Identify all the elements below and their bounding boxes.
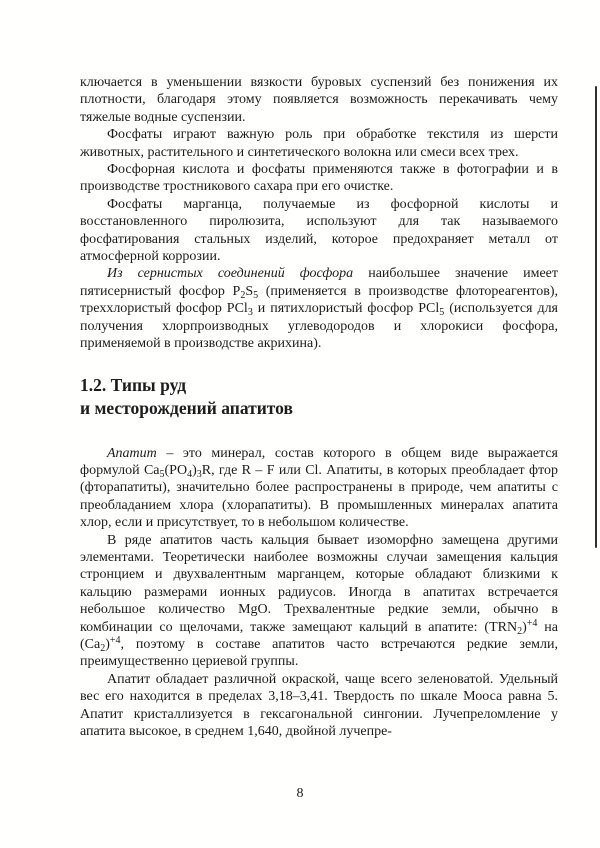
paragraph: [80, 161, 558, 196]
paragraph: [80, 265, 558, 352]
formula-script: 5: [159, 468, 165, 480]
paragraph-group-bottom: [80, 445, 558, 741]
paragraph: [80, 671, 558, 741]
text-run: Фосфаты марганца, получаемые из фосфорной кислоты и восстановленного пиролюзита, используют для так называемого фосфатирования стальных изделий, которое предохраняет металл от атмосферной коррозии.: [80, 196, 558, 265]
text-run: – это минерал, состав которого в общем виде выражается формулой Ca: [80, 445, 558, 478]
formula-script: +4: [109, 634, 121, 646]
formula-script: 2: [517, 625, 523, 637]
text-run: Фосфорная кислота и фосфаты применяются также в фотографии и в производстве тростникового сахара при его очистке.: [80, 162, 558, 195]
formula-script: 5: [253, 289, 259, 301]
text-run: ): [105, 636, 110, 652]
scan-artifact-line: [595, 86, 597, 548]
section-heading: [80, 374, 558, 420]
formula-script: +4: [526, 617, 538, 629]
page-number: 8: [296, 786, 304, 801]
paragraph: [80, 126, 558, 161]
text-run: наибольшее значение имеет пятисернистый фосфор P: [80, 266, 559, 299]
text-run: Апатит: [107, 445, 157, 461]
formula-script: 4: [187, 468, 193, 480]
text-run: Фосфаты играют важную роль при обработке текстиля из шерсти животных, растительного и синтетического волокна или смеси всех трех.: [80, 127, 558, 160]
formula-script: 2: [100, 642, 106, 654]
paragraph: [80, 74, 558, 126]
paragraph: [80, 532, 558, 671]
text-run: (применяется в производстве флотореагентов), треххлористый фосфор PCl: [80, 283, 558, 317]
paragraph-group-top: [80, 74, 558, 353]
text-run: и пятихлористый фосфор PCl: [252, 301, 440, 317]
text-run: (PO: [164, 462, 188, 478]
text-block: [80, 74, 558, 740]
text-run: (используется для получения хлорпроизводных углеводородов и хлорокиси фосфора, применяемой в производстве акрихина).: [80, 301, 558, 352]
formula-script: 5: [439, 307, 445, 319]
text-run: ): [522, 619, 527, 635]
text-run: , поэтому в составе апатитов часто встречаются редкие земли, преимущественно цериевой группы.: [80, 636, 558, 670]
text-run: R, где R – F или Cl. Апатиты, в которых преобладает фтор (фторапатиты), значительно более распространены в природе, чем апатиты с преобладанием хлора (хлорапатиты). В промышленных минералах апатита хлор, если и присутствует, то в небольшом количестве.: [80, 462, 559, 531]
text-run: S: [245, 283, 254, 299]
formula-script: 3: [247, 307, 253, 319]
text-run: В ряде апатитов часть кальция бывает изоморфно замещена другими элементами. Теоретически наиболее возможны случаи замещения кальция стронцием и двухвалентным марганцем, которые обладают близкими к кальцию размерами ионных радиусов. Иногда в апатитах встречается небольшое количество MgO. Трехвалентные редкие земли, обычно в комбинации со щелочами, также замещают кальций в апатите: (TRN: [80, 532, 558, 635]
section-heading-line2: и месторождений апатитов: [80, 397, 293, 418]
text-run: ): [192, 462, 197, 478]
text-run: Апатит обладает различной окраской, чаще всего зеленоватой. Удельный вес его находится в пределах 3,18–3,41. Твердость по шкале Мооса равна 5. Апатит кристаллизуется в гексагональной сингонии. Лучепреломление у апатита высокое, в среднем 1,640, двойной лучепре-: [80, 671, 558, 739]
text-run: Из сернистых соединений фосфора: [107, 266, 354, 282]
formula-script: 3: [196, 468, 202, 480]
text-run: ключается в уменьшении вязкости буровых суспензий без понижения их плотности, благодаря этому появляется возможность перекачивать чему тяжелые водные суспензии.: [80, 75, 558, 125]
paragraph: [80, 196, 558, 266]
paragraph: [80, 445, 558, 532]
text-run: на (Ca: [80, 619, 558, 652]
section-heading-line1: 1.2. Типы руд: [80, 374, 187, 395]
formula-script: 2: [240, 289, 246, 301]
